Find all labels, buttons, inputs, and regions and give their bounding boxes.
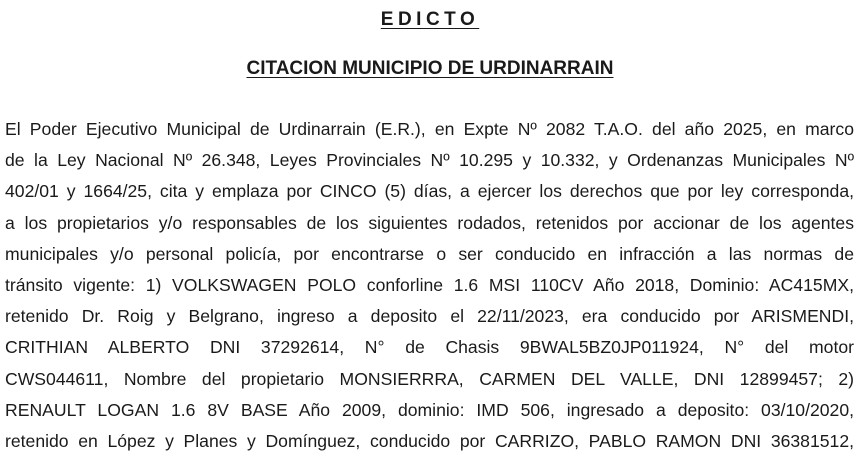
body-line: El Poder Ejecutivo Municipal de Urdinarrain (E.R.), en Expte Nº 2082 T.A.O. del año 2025, en marco (5, 119, 854, 139)
body-line: retenido Dr. Roig y Belgrano, ingreso a deposito el 22/11/2023, era conducido por ARISMENDI, (5, 306, 854, 327)
body-line: CWS044611, Nombre del propietario MONSIERRRA, CARMEN DEL VALLE, DNI 12899457; 2) (5, 368, 854, 389)
body-line: retenido en López y Planes y Domínguez, conducido por CARRIZO, PABLO RAMON DNI 36381512, (5, 430, 854, 451)
document-title: EDICTO (380, 9, 480, 30)
body-line: municipales y/o personal policía, por encontrarse o ser conducido en infracción a las normas de (5, 243, 854, 264)
body-line: 402/01 y 1664/25, cita y emplaza por CINCO (5) días, a ejercer los derechos que por ley corresponda, (5, 181, 854, 202)
document-subtitle: CITACION MUNICIPIO DE URDINARRAIN (246, 58, 614, 79)
body-line: CRITHIAN ALBERTO DNI 37292614, N° de Chasis 9BWAL5BZ0JP011924, N° del motor (5, 337, 854, 358)
body-line: de la Ley Nacional Nº 26.348, Leyes Provinciales Nº 10.295 y 10.332, y Ordenanzas Municipales Nº (5, 150, 854, 171)
document-body (5, 114, 854, 457)
body-line: RENAULT LOGAN 1.6 8V BASE Año 2009, dominio: IMD 506, ingresado a deposito: 03/10/2020, (5, 399, 854, 420)
body-line: tránsito vigente: 1) VOLKSWAGEN POLO conforline 1.6 MSI 110CV Año 2018, Dominio: AC415MX, (5, 274, 854, 295)
body-line: a los propietarios y/o responsables de los siguientes rodados, retenidos por accionar de los agentes (5, 212, 854, 233)
